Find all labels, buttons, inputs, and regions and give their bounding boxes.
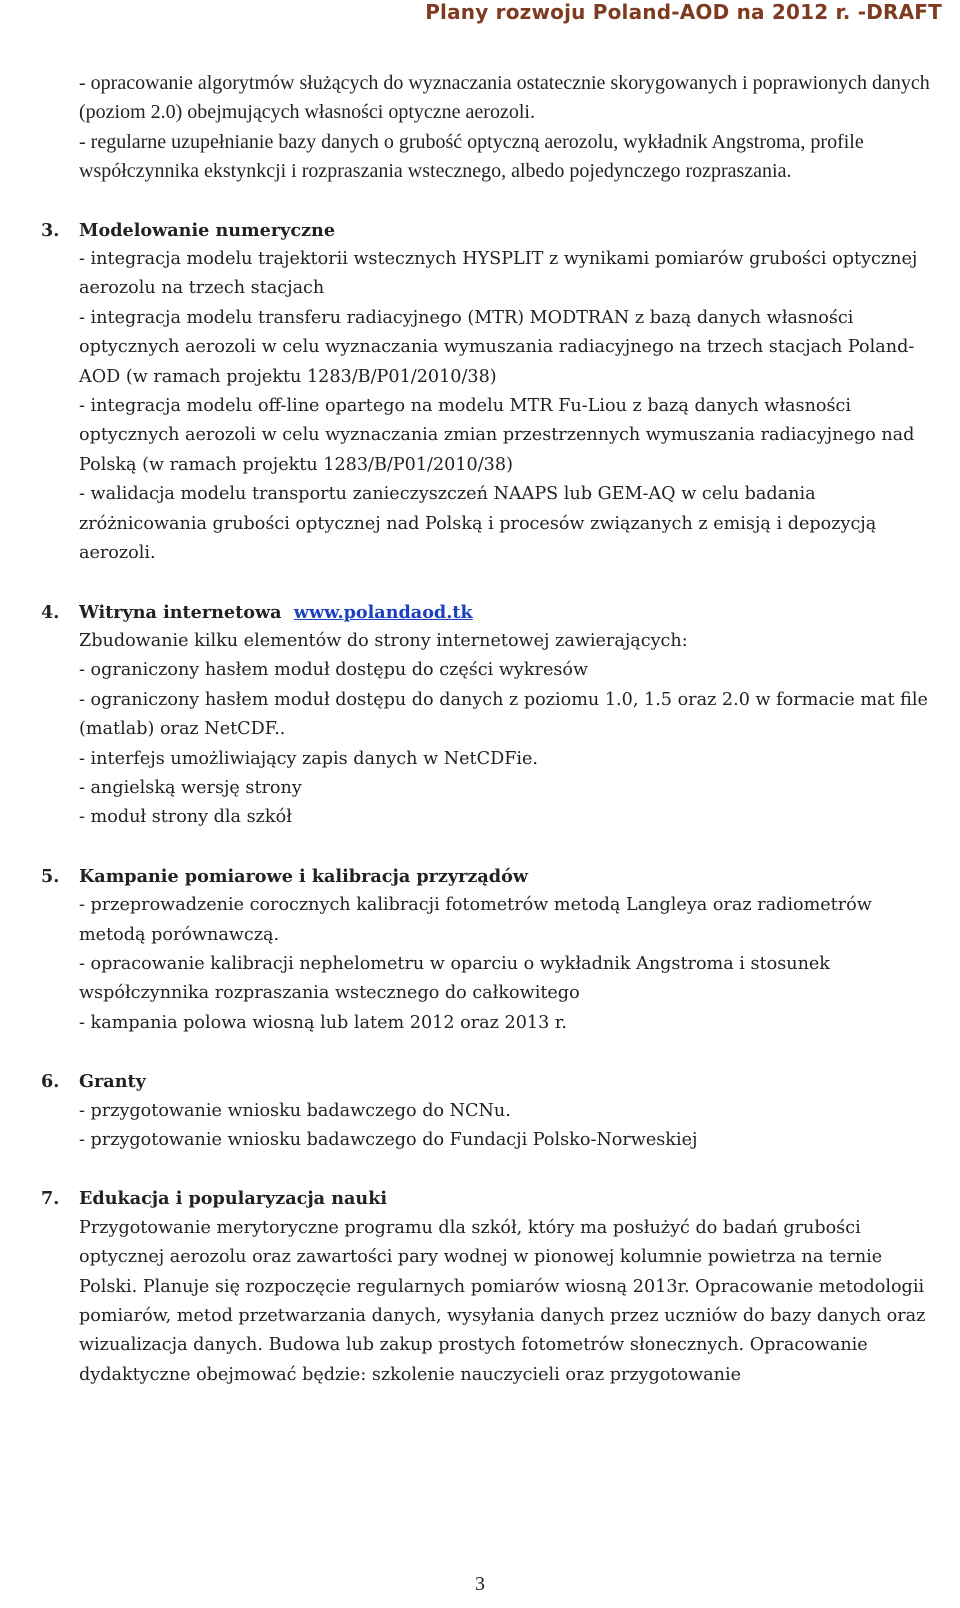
- section-website: [41, 598, 940, 833]
- section-number: 7.: [41, 1188, 60, 1210]
- section-number: 5.: [41, 865, 60, 887]
- section-heading: [41, 598, 940, 627]
- intro-block: [79, 69, 940, 187]
- website-link[interactable]: www.polandaod.tk: [293, 601, 473, 623]
- section-title: Edukacja i popularyzacja nauki: [79, 1188, 388, 1210]
- section-line: - ograniczony hasłem moduł dostępu do części wykresów: [79, 660, 589, 681]
- section-line: - walidacja modelu transportu zanieczyszczeń NAAPS lub GEM-AQ w celu badania zróżnicowania grubości optycznej nad Polską i procesów związanych z emisją i depozycją aerozoli.: [79, 484, 877, 564]
- section-title: Kampanie pomiarowe i kalibracja przyrządów: [79, 865, 528, 887]
- section-line: - integracja modelu off-line opartego na modelu MTR Fu-Liou z bazą danych własności optycznych aerozoli w celu wyznaczania zmian przestrzennych wymuszania radiacyjnego nad Polską (w ramach projektu 1283/B/P01/2010/38): [79, 396, 915, 475]
- intro-paragraph: - regularne uzupełnianie bazy danych o grubość optyczną aerozolu, wykładnik Angstroma, profile współczynnika ekstynkcji i rozpraszania wstecznego, albedo pojedynczego rozpraszania.: [79, 130, 864, 183]
- section-line: - ograniczony hasłem moduł dostępu do danych z poziomu 1.0, 1.5 oraz 2.0 w formacie mat file (matlab) oraz NetCDF..: [79, 689, 928, 740]
- section-grants: [41, 1067, 940, 1155]
- section-title: Modelowanie numeryczne: [79, 219, 336, 241]
- section-line: - przeprowadzenie corocznych kalibracji fotometrów metodą Langleya oraz radiometrów metodą porównawczą.: [79, 895, 872, 945]
- section-number: 3.: [41, 219, 60, 241]
- section-title: Witryna internetowa: [79, 601, 282, 623]
- page-header: Plany rozwoju Poland-AOD na 2012 r. -DRAFT: [425, 0, 942, 24]
- section-number: 6.: [41, 1071, 60, 1093]
- section-education: [41, 1184, 940, 1390]
- section-line: Zbudowanie kilku elementów do strony internetowej zawierających:: [79, 630, 688, 651]
- section-modelling: [41, 216, 940, 569]
- section-heading: [41, 1184, 940, 1213]
- section-line: - angielską wersję strony: [79, 777, 302, 798]
- section-number: 4.: [41, 601, 60, 623]
- intro-paragraph: - opracowanie algorytmów służących do wyznaczania ostatecznie skorygowanych i poprawionych danych (poziom 2.0) obejmujących własności optyczne aerozoli.: [79, 72, 930, 124]
- section-line: - integracja modelu transferu radiacyjnego (MTR) MODTRAN z bazą danych własności optycznych aerozoli w celu wyznaczania wymuszania radiacyjnego na trzech stacjach Poland-AOD (w ramach projektu 1283/B/P01/2010/38): [79, 307, 915, 387]
- section-line: - kampania polowa wiosną lub latem 2012 oraz 2013 r.: [79, 1012, 567, 1033]
- section-campaigns: [41, 862, 940, 1038]
- section-heading: [41, 862, 940, 891]
- section-heading: [41, 216, 940, 245]
- section-line: - opracowanie kalibracji nephelometru w oparciu o wykładnik Angstroma i stosunek współczynnika rozpraszania wstecznego do całkowitego: [79, 953, 830, 1004]
- section-line: - interfejs umożliwiający zapis danych w NetCDFie.: [79, 748, 539, 769]
- section-line: - przygotowanie wniosku badawczego do NCNu.: [79, 1100, 511, 1121]
- section-line: - moduł strony dla szkół: [79, 807, 292, 828]
- section-heading: [41, 1067, 940, 1096]
- section-line: - przygotowanie wniosku badawczego do Fundacji Polsko-Norweskiej: [79, 1130, 698, 1150]
- document-body: [41, 69, 940, 1390]
- page-number: 3: [475, 1573, 485, 1595]
- section-line: Przygotowanie merytoryczne programu dla szkół, który ma posłużyć do badań grubości optycznej aerozolu oraz zawartości pary wodnej w pionowej kolumnie powietrza na ternie Polski. Planuje się rozpoczęcie regularnych pomiarów wiosną 2013r. Opracowanie metodologii pomiarów, metod przetwarzania danych, wysyłania danych przez uczniów do bazy danych oraz wizualizacja danych. Budowa lub zakup prostych fotometrów słonecznych. Opracowanie dydaktyczne obejmować będzie: szkolenie nauczycieli oraz przygotowanie: [79, 1217, 926, 1385]
- section-line: - integracja modelu trajektorii wstecznych HYSPLIT z wynikami pomiarów grubości optycznej aerozolu na trzech stacjach: [79, 249, 918, 299]
- section-title: Granty: [79, 1071, 146, 1093]
